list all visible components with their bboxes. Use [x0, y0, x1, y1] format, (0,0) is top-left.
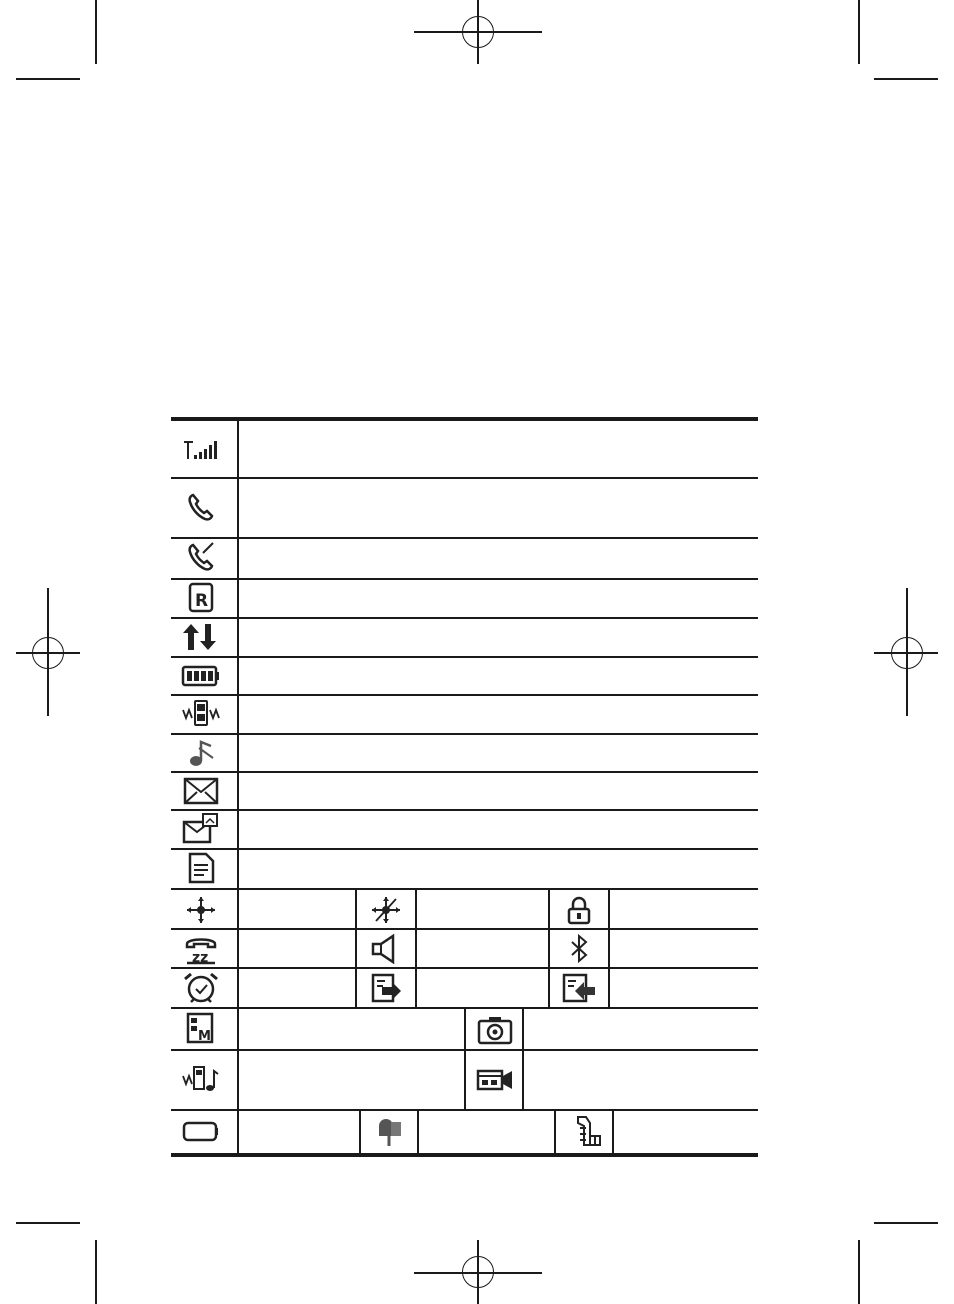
picture-message-icon [181, 812, 221, 846]
vibrate-mode-icon [181, 697, 221, 731]
memo-icon [181, 851, 221, 885]
speakerphone-icon [366, 932, 406, 966]
empty-battery-icon [181, 1114, 221, 1148]
svg-text:zz: zz [192, 950, 209, 966]
svg-text:M: M [198, 1029, 211, 1044]
outgoing-transfer-icon [366, 971, 406, 1005]
voice-memo-icon [181, 1011, 221, 1045]
camcorder-icon [475, 1062, 515, 1096]
no-service-icon [181, 541, 221, 575]
call-in-progress-icon [181, 491, 221, 525]
lock-icon [559, 893, 599, 927]
incoming-transfer-icon [559, 971, 599, 1005]
tty-icon [181, 932, 221, 966]
status-icon-table [171, 417, 758, 1157]
vibrate-ring-icon [181, 1062, 221, 1096]
new-message-icon [181, 774, 221, 808]
camera-icon [475, 1013, 515, 1047]
battery-icon [181, 659, 221, 693]
data-transfer-icon [181, 620, 221, 654]
alarm-icon [181, 971, 221, 1005]
bluetooth-icon [559, 932, 599, 966]
roaming-icon [181, 581, 221, 615]
location-off-icon [366, 893, 406, 927]
silent-mode-icon [181, 736, 221, 770]
signal-strength-icon [181, 433, 221, 467]
location-on-icon [181, 893, 221, 927]
svg-text:R: R [195, 591, 209, 611]
network-icon [566, 1114, 606, 1148]
voicemail-icon [369, 1114, 409, 1148]
